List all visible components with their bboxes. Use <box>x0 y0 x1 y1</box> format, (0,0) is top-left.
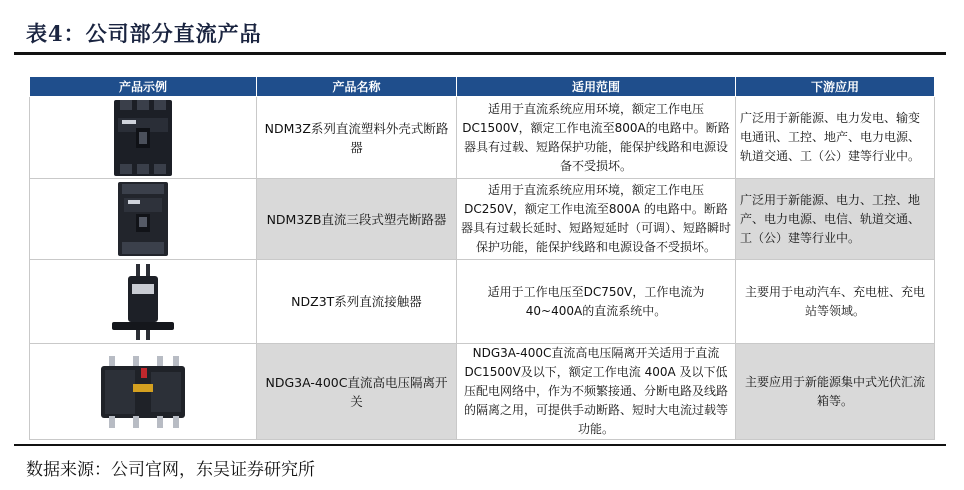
product-downstream: 广泛用于新能源、电力、工控、地产、电力电源、电信、轨道交通、工（公）建等行业中。 <box>736 179 935 260</box>
product-downstream: 广泛用于新能源、电力发电、输变电通讯、工控、地产、电力电源、轨道交通、工（公）建等行业中。 <box>736 97 935 179</box>
table-header-row <box>30 77 935 97</box>
product-image-cell <box>30 260 257 344</box>
product-scope: 适用于直流系统应用环境，额定工作电压DC1500V，额定工作电流至800A的电路中。断路器具有过载、短路保护功能，能保护线路和电源设备不受损坏。 <box>457 97 736 179</box>
product-name: NDZ3T系列直流接触器 <box>257 260 457 344</box>
product-image-cell <box>30 179 257 260</box>
contactor-photo-icon <box>108 262 178 342</box>
header-product-name: 产品名称 <box>257 77 457 97</box>
product-image-cell <box>30 97 257 179</box>
product-table <box>29 76 935 440</box>
product-downstream: 主要用于电动汽车、充电桩、充电站等领域。 <box>736 260 935 344</box>
product-scope: 适用于工作电压至DC750V，工作电流为40~400A的直流系统中。 <box>457 260 736 344</box>
breaker-photo-icon <box>110 98 176 178</box>
product-scope: NDG3A-400C直流高电压隔离开关适用于直流DC1500V及以下，额定工作电流 400A 及以下低压配电网络中，作为不频繁接通、分断电路及线路的隔离之用，可提供手动断路、短时大电流过载等功能。 <box>457 344 736 440</box>
product-image-cell <box>30 344 257 440</box>
table-row <box>30 344 935 440</box>
product-name: NDG3A-400C直流高电压隔离开关 <box>257 344 457 440</box>
product-scope: 适用于直流系统应用环境，额定工作电压DC250V，额定工作电流至800A 的电路中。断路器具有过载长延时、短路短延时（可调）、短路瞬时保护功能，能保护线路和电源设备不受损坏。 <box>457 179 736 260</box>
header-downstream: 下游应用 <box>736 77 935 97</box>
source-note: 数据来源：公司官网，东吴证券研究所 <box>26 460 315 480</box>
top-rule <box>14 52 946 55</box>
product-downstream: 主要应用于新能源集中式光伏汇流箱等。 <box>736 344 935 440</box>
table-row <box>30 179 935 260</box>
table-title: 表4：公司部分直流产品 <box>26 21 262 46</box>
table-row <box>30 260 935 344</box>
three-stage-breaker-photo-icon <box>110 180 176 258</box>
header-product-example: 产品示例 <box>30 77 257 97</box>
bottom-rule <box>14 444 946 446</box>
table-row <box>30 97 935 179</box>
product-name: NDM3ZB直流三段式塑壳断路器 <box>257 179 457 260</box>
isolating-switch-photo-icon <box>93 354 193 430</box>
header-scope: 适用范围 <box>457 77 736 97</box>
product-name: NDM3Z系列直流塑料外壳式断路器 <box>257 97 457 179</box>
